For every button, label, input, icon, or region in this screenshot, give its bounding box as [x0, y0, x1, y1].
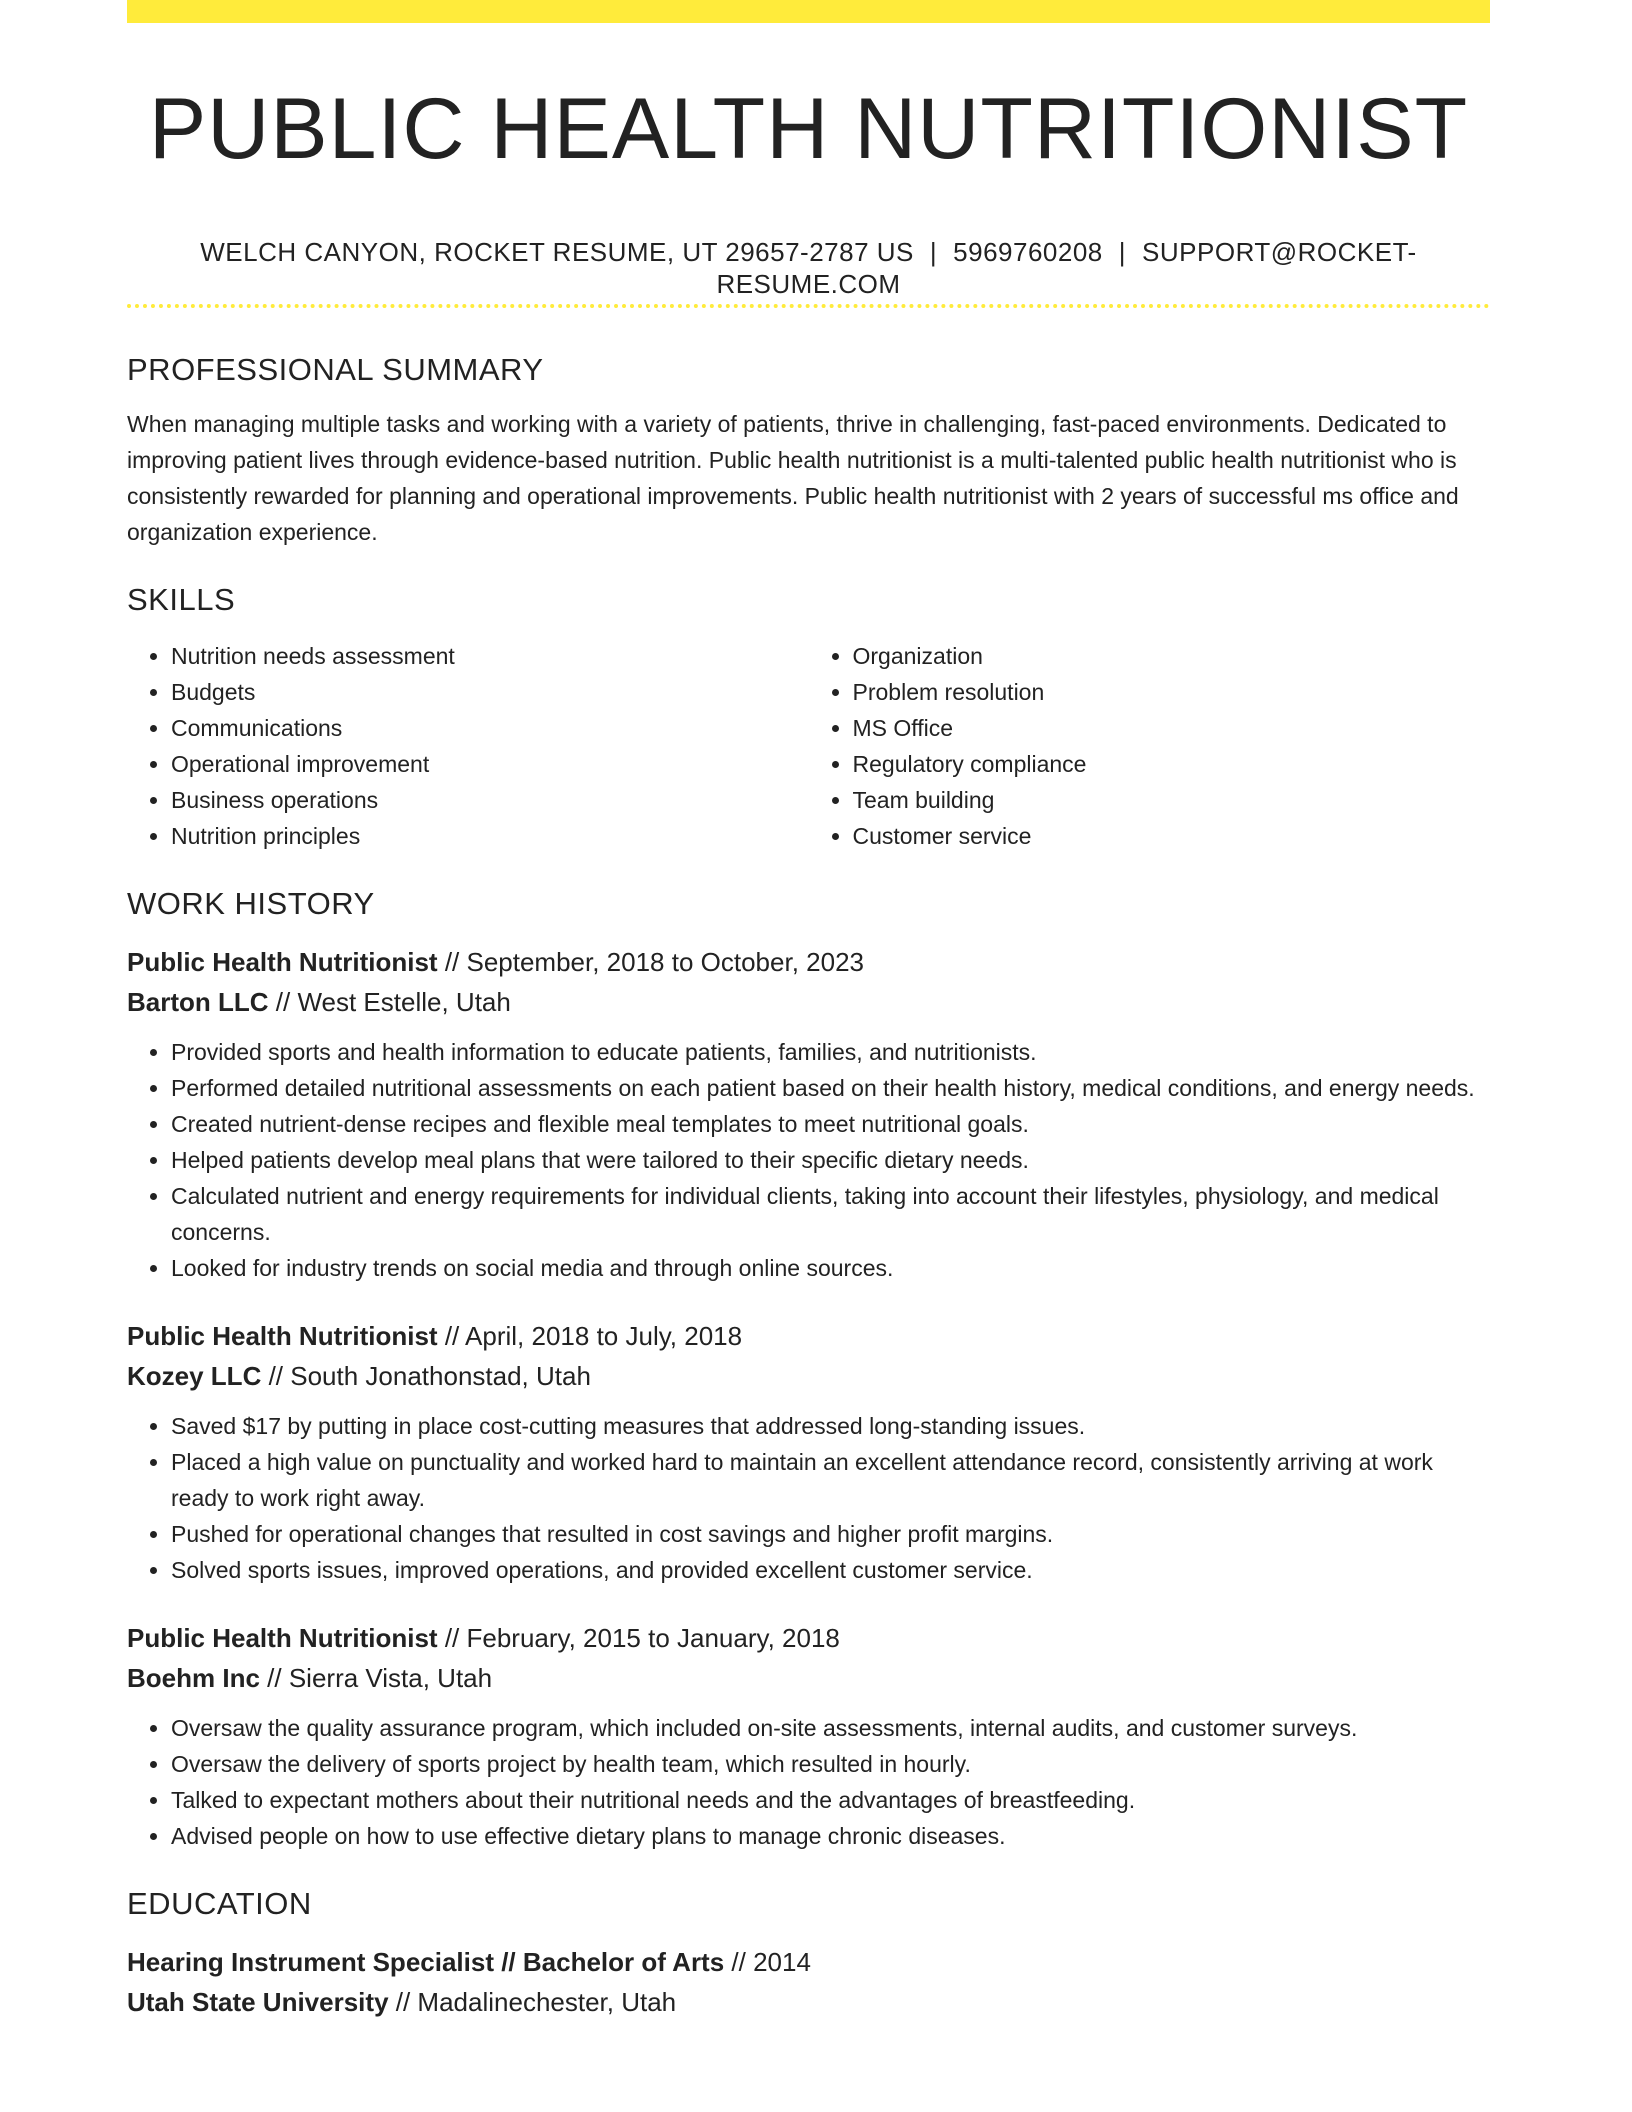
work-history-heading: WORK HISTORY	[127, 886, 375, 921]
contact-line	[127, 236, 1490, 300]
contact-separator: |	[1118, 237, 1127, 267]
job-title-line	[127, 942, 1490, 982]
summary-section	[127, 350, 1490, 550]
skill-item: • MS Office	[853, 710, 1491, 746]
contact-separator: |	[929, 237, 938, 267]
job-bullet: • Oversaw the delivery of sports project by health team, which resulted in hourly.	[171, 1746, 1490, 1782]
degree-line	[127, 1942, 1490, 1982]
job-location: // West Estelle, Utah	[275, 987, 511, 1017]
skills-heading: SKILLS	[127, 582, 236, 617]
job-title-line	[127, 1618, 1490, 1658]
education-heading: EDUCATION	[127, 1886, 312, 1921]
job-bullet: • Placed a high value on punctuality and worked hard to maintain an excellent attendance record, consistently arriving at work ready to work right away.	[171, 1444, 1490, 1516]
job-bullet: • Pushed for operational changes that resulted in cost savings and higher profit margins.	[171, 1516, 1490, 1552]
job-bullet: • Advised people on how to use effective dietary plans to manage chronic diseases.	[171, 1818, 1490, 1854]
job-title-line	[127, 1316, 1490, 1356]
school-location: // Madalinechester, Utah	[395, 1987, 677, 2017]
job-bullet: • Helped patients develop meal plans that were tailored to their specific dietary needs.	[171, 1142, 1490, 1178]
job-company-line	[127, 1356, 1490, 1396]
job-dates: // September, 2018 to October, 2023	[444, 947, 864, 977]
job-bullet: • Performed detailed nutritional assessments on each patient based on their health history, medical conditions, and energy needs.	[171, 1070, 1490, 1106]
education-entry	[127, 1942, 1490, 2022]
job-bullet: • Provided sports and health information to educate patients, families, and nutritionists.	[171, 1034, 1490, 1070]
skill-item: • Operational improvement	[171, 746, 809, 782]
skill-item: • Team building	[853, 782, 1491, 818]
job-entry	[127, 1316, 1490, 1588]
job-location: // South Jonathonstad, Utah	[268, 1361, 591, 1391]
education-section	[127, 1884, 1490, 2022]
skill-item: • Customer service	[853, 818, 1491, 854]
contact-phone: 5969760208	[953, 237, 1103, 267]
accent-top-bar	[127, 0, 1490, 23]
job-company: Barton LLC	[127, 987, 269, 1017]
work-history-section	[127, 884, 1490, 1854]
job-company: Kozey LLC	[127, 1361, 262, 1391]
job-title: Public Health Nutritionist	[127, 1623, 438, 1653]
skills-left-list	[127, 638, 809, 854]
skill-item: • Nutrition needs assessment	[171, 638, 809, 674]
contact-email: SUPPORT@ROCKET-RESUME.COM	[716, 237, 1417, 299]
resume-body	[127, 350, 1490, 2022]
job-company: Boehm Inc	[127, 1663, 260, 1693]
resume-title: PUBLIC HEALTH NUTRITIONIST	[148, 81, 1469, 177]
dotted-divider	[127, 304, 1490, 308]
job-bullets	[127, 1710, 1490, 1854]
job-title: Public Health Nutritionist	[127, 1321, 438, 1351]
job-dates: // April, 2018 to July, 2018	[444, 1321, 743, 1351]
summary-heading: PROFESSIONAL SUMMARY	[127, 352, 544, 387]
skill-item: • Budgets	[171, 674, 809, 710]
job-company-line	[127, 982, 1490, 1022]
job-location: // Sierra Vista, Utah	[267, 1663, 493, 1693]
skills-right-list	[809, 638, 1491, 854]
job-bullet: • Created nutrient-dense recipes and flexible meal templates to meet nutritional goals.	[171, 1106, 1490, 1142]
job-bullet: • Talked to expectant mothers about their nutritional needs and the advantages of breastfeeding.	[171, 1782, 1490, 1818]
job-bullet: • Calculated nutrient and energy requirements for individual clients, taking into account their lifestyles, physiology, and medical concerns.	[171, 1178, 1490, 1250]
job-dates: // February, 2015 to January, 2018	[444, 1623, 840, 1653]
job-bullets	[127, 1408, 1490, 1588]
skill-item: • Regulatory compliance	[853, 746, 1491, 782]
skill-item: • Nutrition principles	[171, 818, 809, 854]
job-bullet: • Solved sports issues, improved operations, and provided excellent customer service.	[171, 1552, 1490, 1588]
job-bullet: • Oversaw the quality assurance program, which included on-site assessments, internal audits, and customer surveys.	[171, 1710, 1490, 1746]
job-entry	[127, 942, 1490, 1286]
skill-item: • Business operations	[171, 782, 809, 818]
skill-item: • Organization	[853, 638, 1491, 674]
school-line	[127, 1982, 1490, 2022]
job-company-line	[127, 1658, 1490, 1698]
skills-section	[127, 580, 1490, 854]
job-bullets	[127, 1034, 1490, 1286]
job-title: Public Health Nutritionist	[127, 947, 438, 977]
job-bullet: • Saved $17 by putting in place cost-cutting measures that addressed long-standing issues.	[171, 1408, 1490, 1444]
job-entry	[127, 1618, 1490, 1854]
job-bullet: • Looked for industry trends on social media and through online sources.	[171, 1250, 1490, 1286]
skill-item: • Problem resolution	[853, 674, 1491, 710]
skills-columns	[127, 638, 1490, 854]
school: Utah State University	[127, 1987, 389, 2017]
skill-item: • Communications	[171, 710, 809, 746]
degree: Hearing Instrument Specialist // Bachelor of Arts	[127, 1947, 725, 1977]
education-year: // 2014	[731, 1947, 811, 1977]
summary-text: When managing multiple tasks and working with a variety of patients, thrive in challenging, fast-paced environments. Dedicated to improving patient lives through evidence-based nutrition. Public health nutritionist is a multi-talented public health nutritionist who is consistently rewarded for planning and operational improvements. Public health nutritionist with 2 years of successful ms office and organization experience.	[127, 411, 1459, 545]
contact-address: WELCH CANYON, ROCKET RESUME, UT 29657-2787 US	[200, 237, 914, 267]
